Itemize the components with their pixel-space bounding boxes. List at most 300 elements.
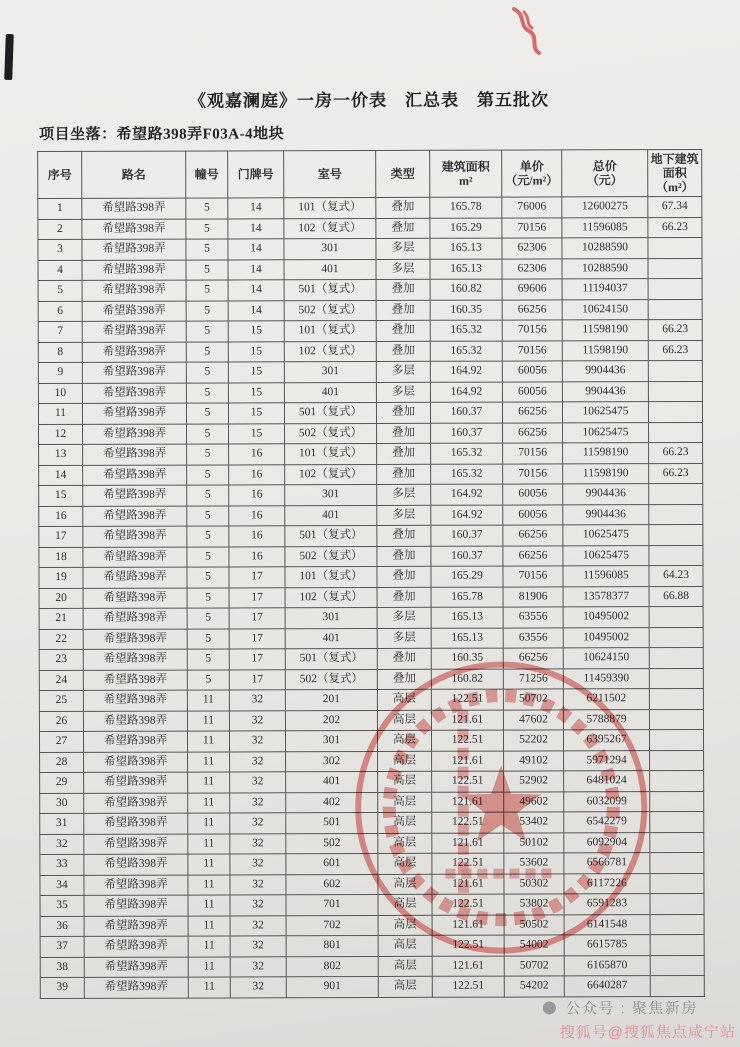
table-cell: 101（复式） xyxy=(285,443,377,464)
table-cell: 4 xyxy=(38,260,82,281)
table-cell xyxy=(650,975,704,996)
table-cell: 希望路398弄 xyxy=(83,506,187,527)
table-cell: 160.37 xyxy=(431,525,503,546)
table-cell: 160.37 xyxy=(431,546,503,567)
table-cell xyxy=(649,729,703,750)
table-cell: 17 xyxy=(229,608,285,629)
table-cell: 70156 xyxy=(502,217,562,238)
table-cell: 66256 xyxy=(502,402,562,423)
table-cell: 70156 xyxy=(503,566,563,587)
column-header: 总价 （元） xyxy=(562,150,648,197)
table-row xyxy=(40,832,704,855)
table-cell: 121.61 xyxy=(432,751,504,772)
table-cell: 多层 xyxy=(376,361,430,382)
table-cell: 32 xyxy=(40,834,84,855)
table-row xyxy=(38,278,702,301)
table-cell: 31 xyxy=(40,813,84,834)
table-cell: 11 xyxy=(188,936,230,957)
table-cell: 10624150 xyxy=(562,299,648,320)
table-row xyxy=(38,340,702,363)
table-cell: 叠加 xyxy=(377,669,431,690)
table-cell: 5 xyxy=(186,382,228,403)
table-cell: 10625475 xyxy=(563,422,649,443)
table-cell: 32 xyxy=(230,915,286,936)
column-header: 序号 xyxy=(38,151,82,198)
table-cell: 67.34 xyxy=(648,196,702,217)
table-row xyxy=(40,750,704,773)
table-cell: 122.51 xyxy=(432,812,504,833)
table-cell: 53402 xyxy=(504,812,564,833)
table-cell: 32 xyxy=(230,833,286,854)
column-header: 单价 （元/m²） xyxy=(502,150,562,197)
table-cell xyxy=(648,237,702,258)
column-header: 幢号 xyxy=(186,151,228,198)
table-cell: 6165870 xyxy=(564,955,650,976)
table-cell xyxy=(648,401,702,422)
table-row xyxy=(38,196,702,219)
table-cell xyxy=(650,791,704,812)
table-cell: 121.61 xyxy=(432,874,504,895)
table-cell: 66.23 xyxy=(648,217,702,238)
table-cell: 17 xyxy=(229,669,285,690)
table-cell: 15 xyxy=(228,403,284,424)
table-cell xyxy=(650,811,704,832)
table-cell: 16 xyxy=(229,485,285,506)
table-cell: 122.51 xyxy=(432,935,504,956)
table-cell: 多层 xyxy=(377,607,431,628)
table-cell xyxy=(648,381,702,402)
table-row xyxy=(39,709,703,732)
table-row xyxy=(39,442,703,465)
table-cell: 17 xyxy=(229,628,285,649)
table-cell: 29 xyxy=(40,772,84,793)
table-cell: 10 xyxy=(38,383,82,404)
official-account-watermark xyxy=(543,997,698,1018)
table-cell: 66.23 xyxy=(649,463,703,484)
table-cell: 60056 xyxy=(502,381,562,402)
table-cell: 叠加 xyxy=(377,648,431,669)
table-cell: 1 xyxy=(38,198,82,219)
table-cell: 34 xyxy=(40,875,84,896)
table-cell: 6211502 xyxy=(563,689,649,710)
table-cell: 希望路398弄 xyxy=(83,465,187,486)
table-cell: 402 xyxy=(286,792,378,813)
table-cell: 52902 xyxy=(504,771,564,792)
table-cell: 20 xyxy=(39,588,83,609)
table-cell: 70156 xyxy=(503,463,563,484)
table-cell: 63556 xyxy=(503,607,563,628)
table-cell: 66256 xyxy=(503,422,563,443)
table-cell: 高层 xyxy=(378,956,432,977)
table-cell: 121.61 xyxy=(431,710,503,731)
table-cell: 50302 xyxy=(504,873,564,894)
table-cell: 49602 xyxy=(504,791,564,812)
table-cell: 希望路398弄 xyxy=(82,362,186,383)
table-cell: 401 xyxy=(284,259,376,280)
table-cell xyxy=(649,606,703,627)
table-row xyxy=(39,463,703,486)
table-cell: 35 xyxy=(40,895,84,916)
table-cell: 401 xyxy=(285,505,377,526)
table-cell: 15 xyxy=(228,382,284,403)
table-cell: 165.32 xyxy=(431,443,503,464)
table-cell: 5 xyxy=(186,198,228,219)
table-cell: 60056 xyxy=(503,504,563,525)
table-cell: 33 xyxy=(40,854,84,875)
table-cell: 7 xyxy=(38,321,82,342)
table-cell: 希望路398弄 xyxy=(84,916,188,937)
table-cell: 希望路398弄 xyxy=(83,690,187,711)
table-cell: 12 xyxy=(39,424,83,445)
table-cell: 5 xyxy=(38,280,82,301)
table-cell: 6395267 xyxy=(563,730,649,751)
table-row xyxy=(40,955,704,978)
table-cell: 502（复式） xyxy=(285,546,377,567)
sohu-watermark: 搜狐号@搜狐焦点咸宁站 xyxy=(559,1023,736,1042)
table-cell: 32 xyxy=(230,772,286,793)
table-cell: 802 xyxy=(286,956,378,977)
table-cell: 102（复式） xyxy=(284,218,376,239)
table-cell: 32 xyxy=(230,956,286,977)
table-cell: 70156 xyxy=(503,443,563,464)
table-cell: 165.13 xyxy=(430,259,502,280)
table-cell: 17 xyxy=(229,587,285,608)
table-cell: 14 xyxy=(39,465,83,486)
official-account-text: 公众号 : 聚焦新房 xyxy=(565,999,698,1018)
table-cell: 6092904 xyxy=(564,832,650,853)
table-row xyxy=(38,381,702,404)
table-cell: 15 xyxy=(228,321,284,342)
table-cell: 160.35 xyxy=(431,648,503,669)
table-cell: 11598190 xyxy=(563,463,649,484)
table-cell: 6141548 xyxy=(564,914,650,935)
table-cell: 50702 xyxy=(504,955,564,976)
table-cell: 叠加 xyxy=(377,546,431,567)
table-cell: 高层 xyxy=(378,935,432,956)
table-cell: 54002 xyxy=(504,935,564,956)
table-cell: 多层 xyxy=(376,259,430,280)
table-cell xyxy=(648,258,702,279)
table-cell: 66.88 xyxy=(649,586,703,607)
table-cell: 164.92 xyxy=(431,505,503,526)
table-cell: 66.23 xyxy=(649,442,703,463)
table-cell: 901 xyxy=(286,976,378,997)
table-cell: 54202 xyxy=(504,976,564,997)
table-cell: 165.13 xyxy=(430,238,502,259)
table-cell: 5 xyxy=(186,341,228,362)
table-cell: 101（复式） xyxy=(284,197,376,218)
project-location-label: 项目坐落：希望路398弄F03A-4地块 xyxy=(39,126,285,144)
table-cell: 501 xyxy=(286,812,378,833)
table-cell: 希望路398弄 xyxy=(84,793,188,814)
table-cell: 6481024 xyxy=(564,771,650,792)
table-cell: 多层 xyxy=(377,505,431,526)
table-cell xyxy=(649,627,703,648)
table-cell: 6640287 xyxy=(564,976,650,997)
table-cell: 9904436 xyxy=(563,504,649,525)
table-row xyxy=(40,893,704,916)
table-cell: 21 xyxy=(39,608,83,629)
table-cell: 164.92 xyxy=(431,484,503,505)
table-cell: 17 xyxy=(229,567,285,588)
table-cell: 10625475 xyxy=(563,525,649,546)
table-row xyxy=(38,299,702,322)
table-cell: 12600275 xyxy=(562,197,648,218)
table-cell: 希望路398弄 xyxy=(83,547,187,568)
table-cell: 23 xyxy=(39,649,83,670)
table-cell: 160.37 xyxy=(430,402,502,423)
table-cell: 11 xyxy=(188,854,230,875)
table-row xyxy=(39,545,703,568)
table-cell: 16 xyxy=(229,526,285,547)
table-cell: 66256 xyxy=(503,525,563,546)
table-cell: 希望路398弄 xyxy=(83,649,187,670)
table-cell: 3 xyxy=(38,239,82,260)
table-cell: 高层 xyxy=(378,894,432,915)
table-cell: 5 xyxy=(186,239,228,260)
table-cell: 121.61 xyxy=(432,792,504,813)
table-cell xyxy=(650,955,704,976)
table-cell: 165.13 xyxy=(431,607,503,628)
table-cell xyxy=(648,360,702,381)
table-row xyxy=(39,688,703,711)
table-cell: 501（复式） xyxy=(284,402,376,423)
column-header: 门牌号 xyxy=(228,151,284,198)
table-row xyxy=(38,217,702,240)
table-cell: 11598190 xyxy=(562,340,648,361)
table-cell: 165.78 xyxy=(430,197,502,218)
table-cell: 64.23 xyxy=(649,565,703,586)
table-cell: 6 xyxy=(38,301,82,322)
table-cell: 希望路398弄 xyxy=(82,198,186,219)
table-cell: 希望路398弄 xyxy=(84,977,188,998)
table-cell: 6117226 xyxy=(564,873,650,894)
table-cell: 502（复式） xyxy=(285,423,377,444)
table-cell: 602 xyxy=(286,874,378,895)
table-cell: 19 xyxy=(39,567,83,588)
table-row xyxy=(40,914,704,937)
table-cell: 14 xyxy=(228,280,284,301)
table-cell: 9 xyxy=(38,362,82,383)
table-cell: 76006 xyxy=(502,197,562,218)
table-row xyxy=(38,258,702,281)
table-cell: 66.23 xyxy=(648,340,702,361)
column-header: 路名 xyxy=(82,151,186,198)
table-cell: 201 xyxy=(285,689,377,710)
table-cell: 160.82 xyxy=(431,669,503,690)
table-cell: 13578377 xyxy=(563,586,649,607)
table-cell: 24 xyxy=(39,670,83,691)
table-cell: 希望路398弄 xyxy=(84,813,188,834)
table-cell: 160.82 xyxy=(430,279,502,300)
table-cell: 5 xyxy=(186,403,228,424)
table-cell: 希望路398弄 xyxy=(83,588,187,609)
table-cell: 165.78 xyxy=(431,587,503,608)
table-cell: 101（复式） xyxy=(284,320,376,341)
table-cell: 高层 xyxy=(378,751,432,772)
table-cell: 5 xyxy=(187,587,229,608)
table-row xyxy=(38,237,702,260)
table-cell: 5 xyxy=(187,526,229,547)
table-cell: 69606 xyxy=(502,279,562,300)
table-cell: 5971294 xyxy=(564,750,650,771)
table-cell: 11 xyxy=(188,792,230,813)
table-cell: 301 xyxy=(285,730,377,751)
table-row xyxy=(39,586,703,609)
table-cell: 122.51 xyxy=(432,771,504,792)
table-cell: 5 xyxy=(186,321,228,342)
table-cell: 32 xyxy=(230,854,286,875)
column-header: 建筑面积 m² xyxy=(430,150,502,197)
table-cell xyxy=(648,278,702,299)
column-header: 室号 xyxy=(284,150,376,197)
table-cell: 16 xyxy=(229,444,285,465)
table-cell: 164.92 xyxy=(430,361,502,382)
table-cell: 希望路398弄 xyxy=(83,711,187,732)
table-cell xyxy=(650,770,704,791)
table-cell: 希望路398弄 xyxy=(82,342,186,363)
table-row xyxy=(39,524,703,547)
table-cell: 高层 xyxy=(378,915,432,936)
table-cell: 希望路398弄 xyxy=(83,526,187,547)
table-cell: 32 xyxy=(230,792,286,813)
table-cell: 高层 xyxy=(377,710,431,731)
table-row xyxy=(40,934,704,957)
table-cell: 希望路398弄 xyxy=(82,260,186,281)
table-cell: 30 xyxy=(40,793,84,814)
table-cell: 希望路398弄 xyxy=(83,424,187,445)
table-row xyxy=(40,770,704,793)
table-cell: 122.51 xyxy=(432,894,504,915)
table-cell: 叠加 xyxy=(376,402,430,423)
table-cell: 32 xyxy=(230,813,286,834)
price-table-body xyxy=(38,196,705,998)
table-cell: 39 xyxy=(40,977,84,998)
table-cell: 11 xyxy=(188,977,230,998)
table-cell: 叠加 xyxy=(377,423,431,444)
table-cell: 302 xyxy=(286,751,378,772)
table-cell xyxy=(649,647,703,668)
table-cell: 702 xyxy=(286,915,378,936)
table-cell: 希望路398弄 xyxy=(84,834,188,855)
table-cell: 5 xyxy=(187,669,229,690)
table-cell: 11 xyxy=(188,915,230,936)
table-cell: 叠加 xyxy=(377,587,431,608)
table-cell: 10624150 xyxy=(563,648,649,669)
table-cell: 52202 xyxy=(503,730,563,751)
table-cell: 13 xyxy=(39,444,83,465)
table-cell: 希望路398弄 xyxy=(83,485,187,506)
table-cell: 叠加 xyxy=(377,566,431,587)
table-cell: 叠加 xyxy=(376,218,430,239)
table-cell: 希望路398弄 xyxy=(83,444,187,465)
table-cell: 32 xyxy=(229,731,285,752)
table-cell: 16 xyxy=(39,506,83,527)
table-cell: 27 xyxy=(39,731,83,752)
table-cell: 5788879 xyxy=(563,709,649,730)
table-row xyxy=(40,852,704,875)
table-cell: 高层 xyxy=(378,833,432,854)
table-cell: 22 xyxy=(39,629,83,650)
table-cell: 81906 xyxy=(503,586,563,607)
table-cell: 165.32 xyxy=(430,341,502,362)
table-cell: 122.51 xyxy=(432,976,504,997)
table-cell: 11 xyxy=(38,403,82,424)
table-cell: 16 xyxy=(229,546,285,567)
table-cell: 6591283 xyxy=(564,894,650,915)
table-cell: 17 xyxy=(229,649,285,670)
table-cell: 121.61 xyxy=(432,956,504,977)
table-cell: 102（复式） xyxy=(284,341,376,362)
table-cell xyxy=(650,873,704,894)
table-cell: 32 xyxy=(230,895,286,916)
table-cell: 希望路398弄 xyxy=(83,567,187,588)
table-cell: 62306 xyxy=(502,238,562,259)
table-cell: 121.61 xyxy=(432,915,504,936)
table-cell: 25 xyxy=(39,690,83,711)
table-cell: 5 xyxy=(187,546,229,567)
table-cell: 165.29 xyxy=(430,218,502,239)
table-cell: 希望路398弄 xyxy=(84,854,188,875)
table-cell: 165.32 xyxy=(430,320,502,341)
table-cell: 5 xyxy=(186,362,228,383)
table-cell: 希望路398弄 xyxy=(82,383,186,404)
table-cell: 11 xyxy=(188,874,230,895)
table-cell: 希望路398弄 xyxy=(84,936,188,957)
table-cell: 5 xyxy=(187,505,229,526)
table-cell: 11 xyxy=(187,731,229,752)
table-cell: 122.51 xyxy=(432,853,504,874)
table-cell: 18 xyxy=(39,547,83,568)
table-row xyxy=(39,504,703,527)
table-cell: 2 xyxy=(38,219,82,240)
table-cell: 36 xyxy=(40,916,84,937)
table-cell: 14 xyxy=(228,198,284,219)
table-cell: 5 xyxy=(187,464,229,485)
table-cell: 401 xyxy=(285,628,377,649)
table-cell: 5 xyxy=(186,280,228,301)
price-table xyxy=(37,149,705,999)
table-cell: 11 xyxy=(188,772,230,793)
table-cell xyxy=(649,504,703,525)
table-cell: 32 xyxy=(229,710,285,731)
price-table-head-row xyxy=(38,149,702,198)
table-cell: 5 xyxy=(186,300,228,321)
table-cell: 122.51 xyxy=(431,730,503,751)
table-cell: 叠加 xyxy=(377,443,431,464)
table-cell: 17 xyxy=(39,526,83,547)
table-cell: 10495002 xyxy=(563,627,649,648)
table-cell: 15 xyxy=(228,362,284,383)
table-row xyxy=(39,729,703,752)
table-cell: 10288590 xyxy=(562,238,648,259)
table-cell xyxy=(649,524,703,545)
table-cell: 11596085 xyxy=(562,217,648,238)
table-cell: 15 xyxy=(229,423,285,444)
table-cell: 11459390 xyxy=(563,668,649,689)
table-cell: 16 xyxy=(229,464,285,485)
table-row xyxy=(38,319,702,342)
official-account-icon xyxy=(543,1001,556,1014)
table-cell: 66.23 xyxy=(648,319,702,340)
table-cell: 叠加 xyxy=(376,300,430,321)
table-cell: 501（复式） xyxy=(285,525,377,546)
table-cell: 叠加 xyxy=(376,279,430,300)
table-cell: 叠加 xyxy=(376,197,430,218)
table-cell: 希望路398弄 xyxy=(84,772,188,793)
table-row xyxy=(39,422,703,445)
table-row xyxy=(40,811,704,834)
